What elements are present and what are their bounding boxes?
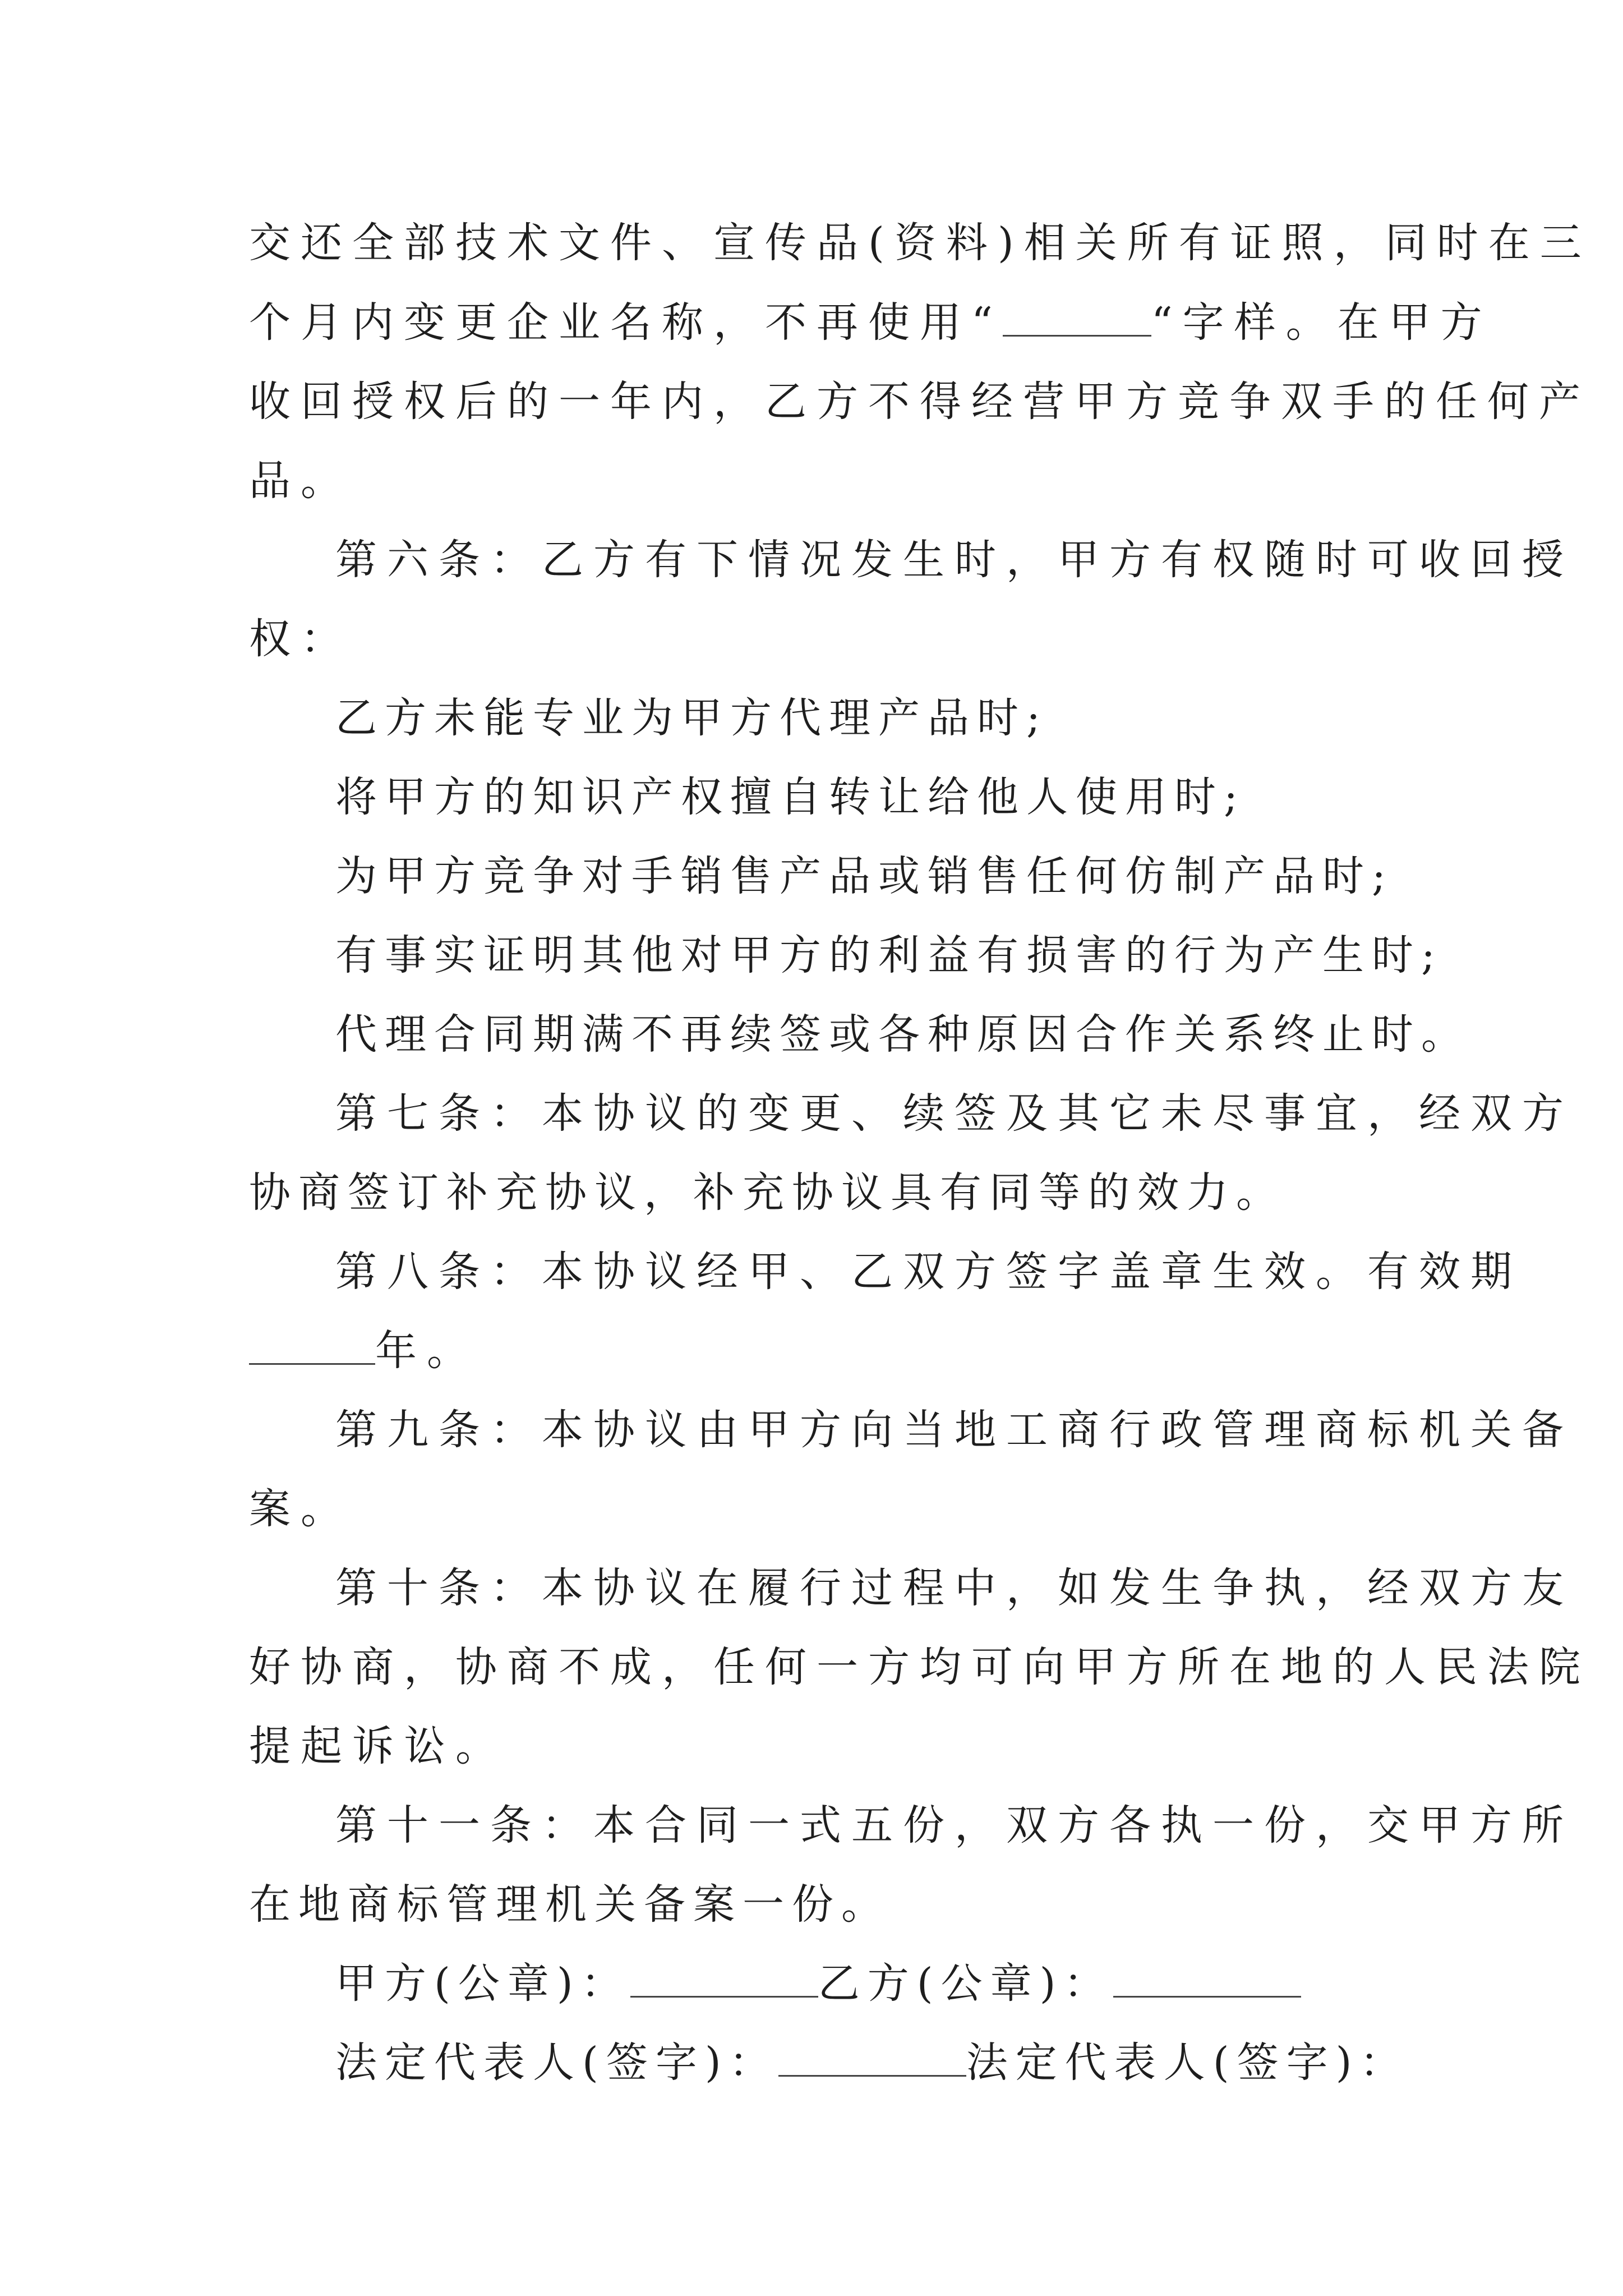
paragraph-line: 在地商标管理机关备案一份。 [249,1880,891,1929]
list-item: 为甲方竞争对手销售产品或销售任何仿制产品时; [335,852,1394,900]
list-item: 代理合同期满不再续签或各种原因合作关系终止时。 [335,1010,1470,1059]
paragraph-line: 权： [249,615,352,663]
signature-line [335,2032,1409,2093]
line-segment: 个月内变更企业名称，不再使用“ [249,298,1003,347]
paragraph-line: 交还全部技术文件、宣传品(资料)相关所有证照，同时在三 [249,219,1592,267]
list-item: 有事实证明其他对甲方的利益有损害的行为产生时; [335,931,1443,979]
paragraph-line: 好协商，协商不成，任何一方均可向甲方所在地的人民法院 [249,1643,1590,1691]
article-8-heading: 第八条：本协议经甲、乙双方签字盖章生效。有效期 [335,1248,1522,1296]
paragraph-line: 案。 [249,1485,352,1533]
article-7-heading: 第七条：本协议的变更、续签及其它未尽事宜，经双方 [335,1089,1574,1138]
party-a-seal-field [630,1957,818,1998]
line-segment: “字样。在甲方 [1151,298,1492,347]
party-b-seal-field [1113,1957,1301,1998]
line-segment: 年。 [375,1327,478,1375]
party-a-rep-field [778,2036,966,2077]
party-b-seal-label: 乙方(公章)： [818,1959,1113,2008]
paragraph-line: 提起诉讼。 [249,1722,507,1770]
paragraph-line [249,1320,478,1382]
article-9-heading: 第九条：本协议由甲方向当地工商行政管理商标机关备 [335,1406,1574,1454]
paragraph-line: 收回授权后的一年内，乙方不得经营甲方竞争双手的任何产 [249,378,1590,426]
paragraph-line: 品。 [249,457,352,505]
paragraph-line: 协商签订补充协议，补充协议具有同等的效力。 [249,1168,1285,1217]
article-6-heading: 第六条：乙方有下情况发生时，甲方有权随时可收回授 [335,536,1574,584]
trademark-name-blank [1003,296,1151,337]
paragraph-line [249,292,1492,353]
party-b-rep-label: 法定代表人(签字)： [966,2039,1409,2087]
article-10-heading: 第十条：本协议在履行过程中，如发生争执，经双方友 [335,1564,1574,1612]
party-a-seal-label: 甲方(公章)： [335,1959,630,2008]
seal-line [335,1953,1301,2014]
party-a-rep-label: 法定代表人(签字)： [335,2039,778,2087]
validity-years-blank [249,1324,375,1365]
article-11-heading: 第十一条：本合同一式五份，双方各执一份，交甲方所 [335,1801,1574,1849]
list-item: 将甲方的知识产权擅自转让给他人使用时; [335,773,1246,821]
list-item: 乙方未能专业为甲方代理产品时; [335,694,1048,742]
